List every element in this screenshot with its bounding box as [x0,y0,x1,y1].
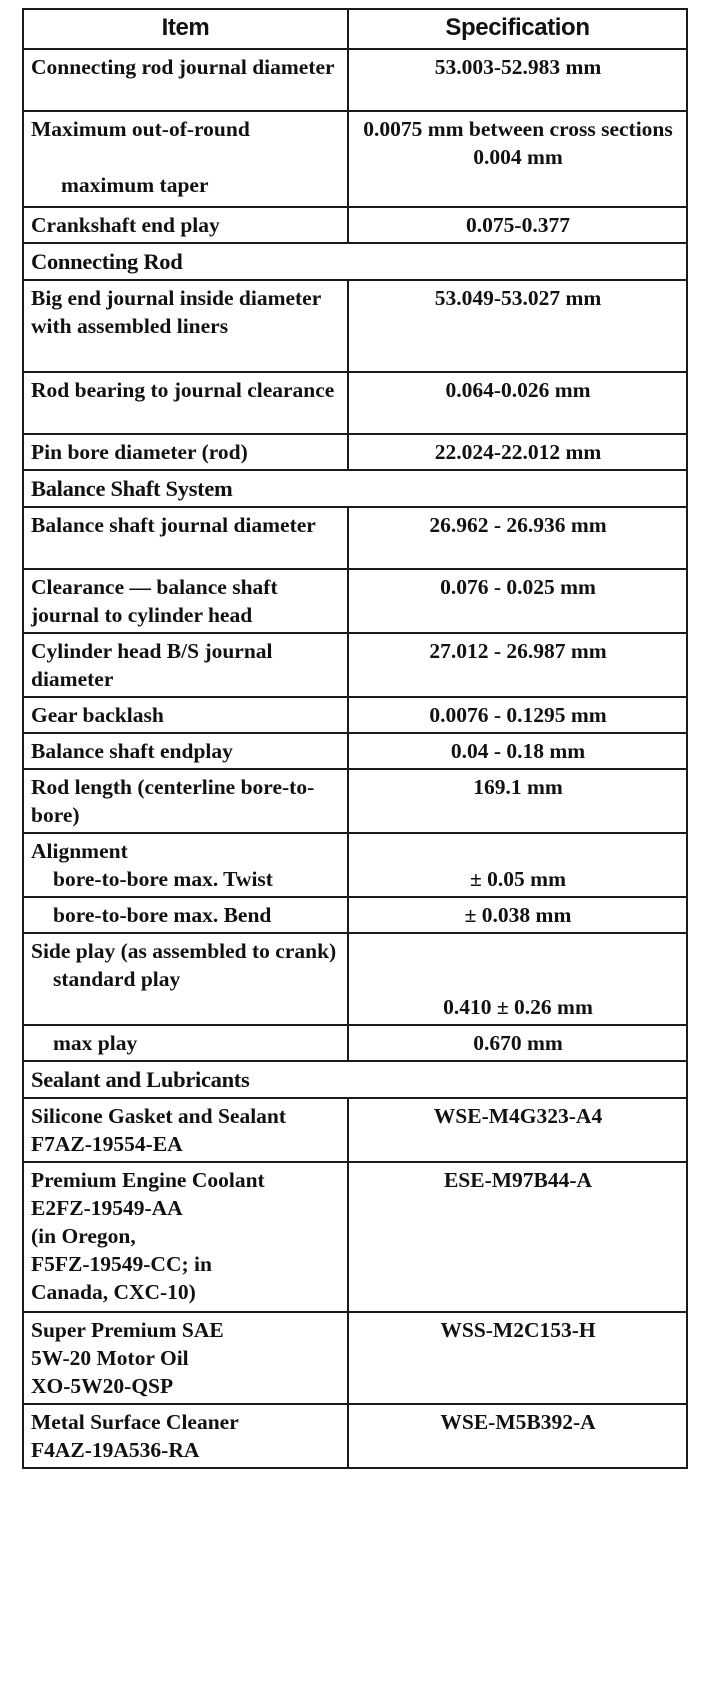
item-cell: Clearance — balance shaft journal to cylinder head [23,569,348,633]
table-row [23,897,687,933]
table-row [23,207,687,243]
table-row [23,111,687,207]
item-cell: Rod length (centerline bore-to-bore) [23,769,348,833]
item-subtext: max play [53,1031,138,1055]
item-line: Canada, CXC-10) [31,1280,196,1304]
specification-table [22,8,688,1469]
section-row [23,470,687,507]
item-subtext: standard play [53,967,181,991]
section-heading-sealant: Sealant and Lubricants [23,1061,687,1098]
spec-cell [348,111,687,207]
item-line: F7AZ-19554-EA [31,1132,183,1156]
spec-cell: 0.04 - 0.18 mm [348,733,687,769]
item-line: Premium Engine Coolant [31,1168,265,1192]
header-specification: Specification [348,9,687,49]
table-header-row [23,9,687,49]
spec-cell: WSE-M4G323-A4 [348,1098,687,1162]
table-row [23,697,687,733]
table-row [23,633,687,697]
spec-subtext: 0.004 mm [473,145,563,169]
spec-cell: 53.003-52.983 mm [348,49,687,111]
item-line: (in Oregon, [31,1224,136,1248]
spec-cell: 22.024-22.012 mm [348,434,687,470]
item-cell [23,897,348,933]
table-row [23,1162,687,1312]
section-row [23,243,687,280]
item-cell [23,833,348,897]
spec-cell: WSS-M2C153-H [348,1312,687,1404]
item-cell: Crankshaft end play [23,207,348,243]
section-heading-connecting-rod: Connecting Rod [23,243,687,280]
table-row [23,933,687,1025]
table-row [23,507,687,569]
item-cell [23,1162,348,1312]
item-text: Alignment [31,839,128,863]
spec-cell: 0.0076 - 0.1295 mm [348,697,687,733]
table-row [23,49,687,111]
item-line: 5W-20 Motor Oil [31,1346,189,1370]
spec-cell: 53.049-53.027 mm [348,280,687,372]
spec-cell: 0.076 - 0.025 mm [348,569,687,633]
item-subtext: bore-to-bore max. Twist [53,867,273,891]
spec-cell: 0.670 mm [348,1025,687,1061]
spec-cell: 27.012 - 26.987 mm [348,633,687,697]
item-text: Side play (as assembled to crank) [31,939,337,963]
item-subtext: bore-to-bore max. Bend [53,903,272,927]
spec-cell: ESE-M97B44-A [348,1162,687,1312]
item-cell: Balance shaft journal diameter [23,507,348,569]
spec-cell: 26.962 - 26.936 mm [348,507,687,569]
item-line: F4AZ-19A536-RA [31,1438,200,1462]
item-cell: Gear backlash [23,697,348,733]
item-subtext: maximum taper [61,173,209,197]
table-row [23,769,687,833]
item-cell [23,1098,348,1162]
spec-text: 0.410 ± 0.26 mm [443,995,593,1019]
item-cell [23,1025,348,1061]
table-row [23,569,687,633]
table-row [23,1098,687,1162]
header-item: Item [23,9,348,49]
item-cell: Connecting rod journal diameter [23,49,348,111]
section-row [23,1061,687,1098]
spec-cell: WSE-M5B392-A [348,1404,687,1468]
item-line: Silicone Gasket and Sealant [31,1104,287,1128]
item-line: XO-5W20-QSP [31,1374,174,1398]
spec-table-page [22,8,686,1469]
spec-text: ± 0.05 mm [470,867,566,891]
item-cell: Cylinder head B/S journal diameter [23,633,348,697]
spec-cell: 169.1 mm [348,769,687,833]
table-row [23,434,687,470]
table-row [23,1312,687,1404]
item-line: E2FZ-19549-AA [31,1196,183,1220]
item-cell: Balance shaft endplay [23,733,348,769]
table-row [23,1404,687,1468]
item-cell: Rod bearing to journal clearance [23,372,348,434]
table-row [23,733,687,769]
spec-cell: 0.064-0.026 mm [348,372,687,434]
spec-cell [348,833,687,897]
item-cell [23,933,348,1025]
item-cell: Big end journal inside diameter with assembled liners [23,280,348,372]
table-row [23,372,687,434]
item-cell [23,1312,348,1404]
spec-cell: ± 0.038 mm [348,897,687,933]
item-cell [23,111,348,207]
table-row [23,1025,687,1061]
item-cell [23,1404,348,1468]
table-row [23,833,687,897]
spec-text: 0.0075 mm between cross sections [363,117,673,141]
section-heading-balance-shaft: Balance Shaft System [23,470,687,507]
item-line: Super Premium SAE [31,1318,224,1342]
item-text: Maximum out-of-round [31,117,250,141]
spec-cell [348,933,687,1025]
item-cell: Pin bore diameter (rod) [23,434,348,470]
spec-cell: 0.075-0.377 [348,207,687,243]
table-row [23,280,687,372]
item-line: Metal Surface Cleaner [31,1410,239,1434]
item-line: F5FZ-19549-CC; in [31,1252,212,1276]
